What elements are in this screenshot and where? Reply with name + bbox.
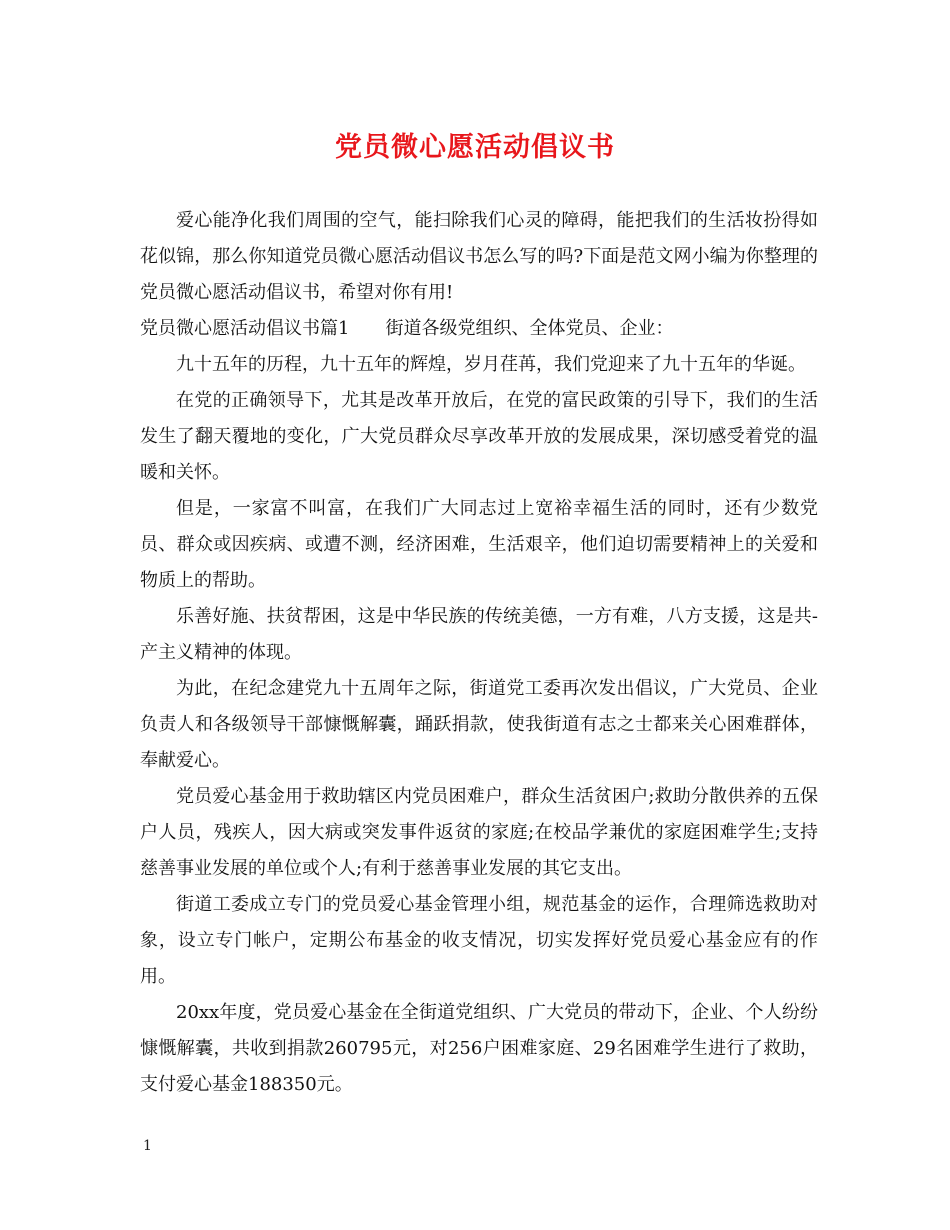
document-title: 党员微心愿活动倡议书 xyxy=(335,132,615,163)
paragraph-annual-results: 20xx年度，党员爱心基金在全街道党组织、广大党员的带动下，企业、个人纷纷慷慨解囊，共收到捐款260795元，对256户困难家庭、29名困难学生进行了救助，支付爱心基金188350元。 xyxy=(140,1002,818,1095)
document-body xyxy=(140,203,818,1103)
paragraph-salutation: 党员微心愿活动倡议书篇1 街道各级党组织、全体党员、企业： xyxy=(140,318,674,339)
paragraph-intro: 爱心能净化我们周围的空气，能扫除我们心灵的障碍，能把我们的生活妆扮得如花似锦，那么你知道党员微心愿活动倡议书怎么写的吗?下面是范文网小编为你整理的党员微心愿活动倡议书，希望对你有用! xyxy=(140,210,818,303)
paragraph-difficulties: 但是，一家富不叫富，在我们广大同志过上宽裕幸福生活的同时，还有少数党员、群众或因疾病、或遭不测，经济困难，生活艰辛，他们迫切需要精神上的关爱和物质上的帮助。 xyxy=(140,498,818,591)
paragraph-fund-usage: 党员爱心基金用于救助辖区内党员困难户，群众生活贫困户;救助分散供养的五保户人员，残疾人，因大病或突发事件返贫的家庭;在校品学兼优的家庭困难学生;支持慈善事业发展的单位或个人;有利于慈善事业发展的其它支出。 xyxy=(140,786,818,879)
page-number: 1 xyxy=(143,1138,152,1154)
paragraph-virtue: 乐善好施、扶贫帮困，这是中华民族的传统美德，一方有难，八方支援，这是共-产主义精神的体现。 xyxy=(140,606,818,663)
paragraph-anniversary: 九十五年的历程，九十五年的辉煌，岁月荏苒，我们党迎来了九十五年的华诞。 xyxy=(176,354,806,375)
paragraph-initiative: 为此，在纪念建党九十五周年之际，街道党工委再次发出倡议，广大党员、企业负责人和各级领导干部慷慨解囊，踊跃捐款，使我街道有志之士都来关心困难群体，奉献爱心。 xyxy=(140,678,818,771)
paragraph-fund-management: 街道工委成立专门的党员爱心基金管理小组，规范基金的运作，合理筛选救助对象，设立专门帐户，定期公布基金的收支情况，切实发挥好党员爱心基金应有的作用。 xyxy=(140,894,818,987)
paragraph-reform: 在党的正确领导下，尤其是改革开放后，在党的富民政策的引导下，我们的生活发生了翻天覆地的变化，广大党员群众尽享改革开放的发展成果，深切感受着党的温暖和关怀。 xyxy=(140,390,818,483)
